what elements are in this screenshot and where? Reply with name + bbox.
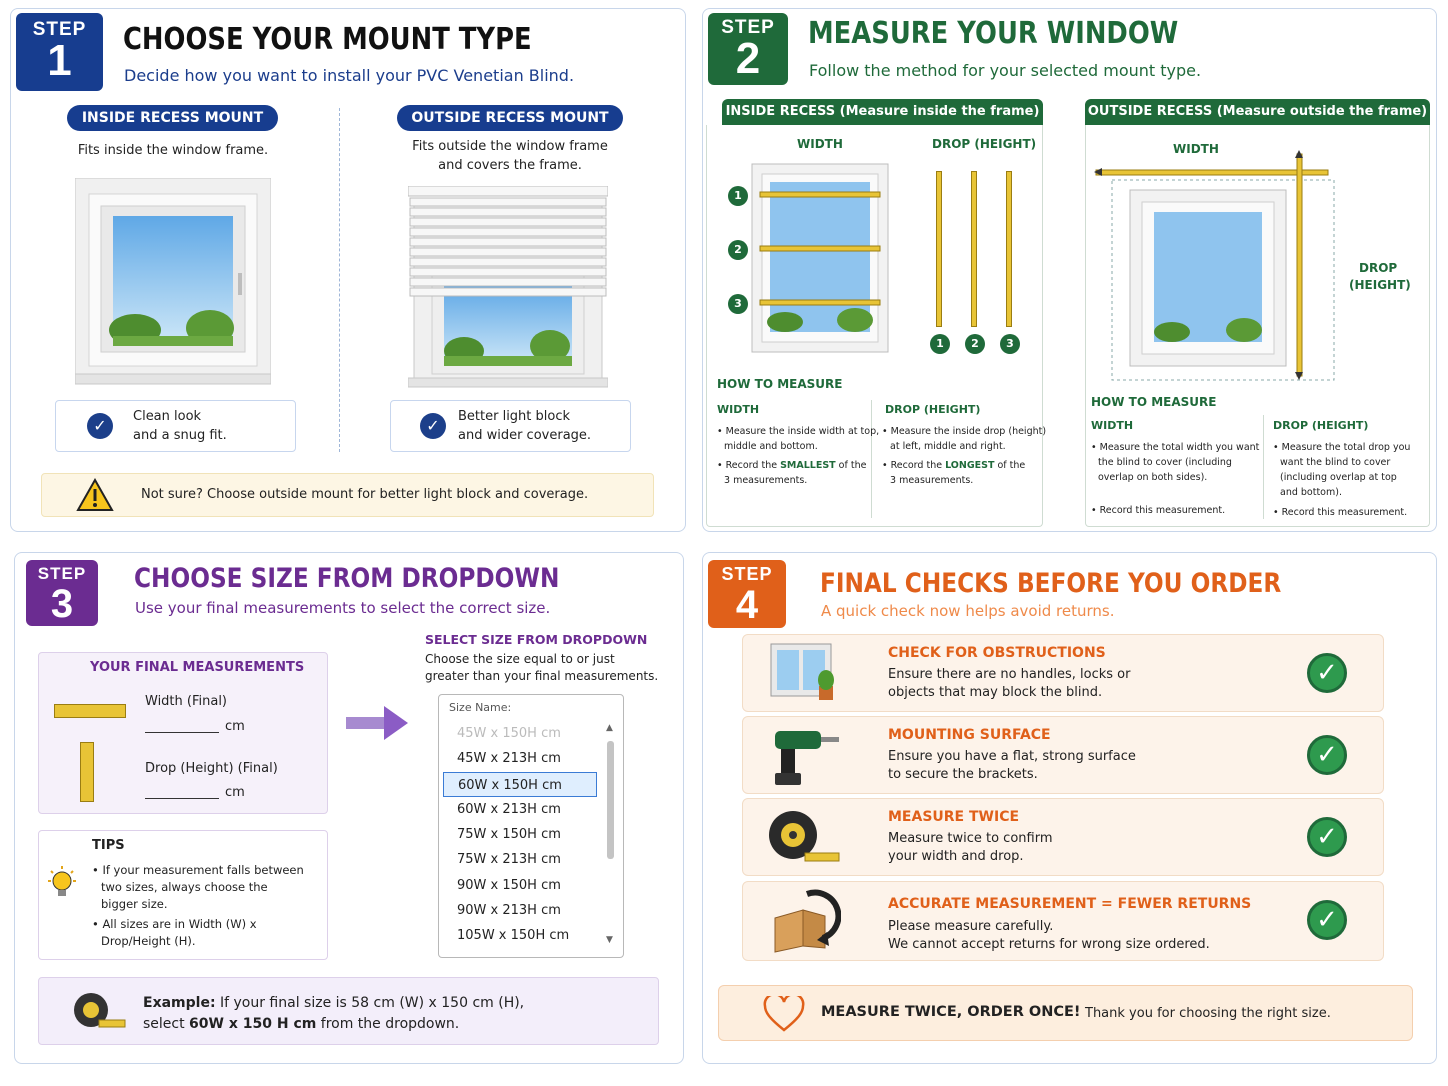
tape-measure-icon <box>71 990 127 1034</box>
width-ruler-icon <box>54 704 126 718</box>
size-option[interactable]: 90W x 150H cm <box>457 878 561 893</box>
dropdown-label: Size Name: <box>449 701 512 714</box>
tape-measure-icon <box>765 807 841 869</box>
drop-ruler-icon <box>80 742 94 802</box>
step2-badge: STEP 2 <box>708 13 788 85</box>
footer-bold: MEASURE TWICE, ORDER ONCE! <box>821 1004 1081 1020</box>
inside-mount-pill: INSIDE RECESS MOUNT <box>67 105 278 131</box>
outside-window-image <box>408 186 608 388</box>
drop-ruler <box>971 171 977 327</box>
number-badge: 2 <box>965 334 985 354</box>
return-box-icon <box>767 888 841 954</box>
step3-title: CHOOSE SIZE FROM DROPDOWN <box>134 563 560 594</box>
step1-note: Not sure? Choose outside mount for better light block and coverage. <box>41 473 654 517</box>
drill-icon <box>769 725 841 787</box>
size-option[interactable]: 75W x 213H cm <box>457 852 561 867</box>
check-icon: ✓ <box>87 413 113 439</box>
inside-width-record: • Record the SMALLEST of the <box>717 460 867 471</box>
accurate-measurement-card: ACCURATE MEASUREMENT = FEWER RETURNS Please measure carefully. We cannot accept returns for wrong size ordered. ✓ <box>742 881 1384 961</box>
inside-divider <box>871 400 872 518</box>
window-plant-icon <box>769 642 841 704</box>
arrow-right-icon <box>344 704 410 742</box>
lightbulb-icon <box>45 865 79 905</box>
measure-twice-card: MEASURE TWICE Measure twice to confirm your width and drop. ✓ <box>742 798 1384 876</box>
step4-badge: STEP 4 <box>708 560 786 628</box>
mounting-surface-card: MOUNTING SURFACE Ensure you have a flat, strong surface to secure the brackets. ✓ <box>742 716 1384 794</box>
drop-ruler <box>1006 171 1012 327</box>
size-option[interactable]: 90W x 213H cm <box>457 903 561 918</box>
check-obstructions-card: CHECK FOR OBSTRUCTIONS Ensure there are no handles, locks or objects that may block the blind. ✓ <box>742 634 1384 712</box>
footer-text: Thank you for choosing the right size. <box>1085 1006 1331 1021</box>
outside-window-diagram <box>1092 148 1342 383</box>
size-option[interactable]: 60W x 213H cm <box>457 802 561 817</box>
outside-divider <box>1263 415 1264 519</box>
step1-subtitle: Decide how you want to install your PVC Venetian Blind. <box>124 66 575 85</box>
step4-title: FINAL CHECKS BEFORE YOU ORDER <box>820 568 1282 599</box>
step2-subtitle: Follow the method for your selected mount type. <box>809 61 1202 80</box>
example-line2: select 60W x 150 H cm from the dropdown. <box>143 1016 460 1032</box>
check-icon: ✓ <box>1307 900 1347 940</box>
drop-final-input[interactable] <box>145 798 219 799</box>
final-measurements-title: YOUR FINAL MEASUREMENTS <box>90 660 305 675</box>
dropdown-scrollbar[interactable] <box>605 723 617 953</box>
inside-recess-header: INSIDE RECESS (Measure inside the frame) <box>722 99 1043 125</box>
heart-icon <box>763 996 805 1032</box>
divider <box>339 108 340 452</box>
scroll-down-icon[interactable]: ▼ <box>606 935 613 945</box>
check-icon: ✓ <box>420 413 446 439</box>
footer-banner <box>718 985 1413 1041</box>
size-option[interactable]: 75W x 150H cm <box>457 827 561 842</box>
size-option[interactable]: 45W x 150H cm <box>457 726 561 741</box>
outside-mount-desc1: Fits outside the window frame <box>412 139 608 154</box>
select-size-title: SELECT SIZE FROM DROPDOWN <box>425 632 648 647</box>
example-line1: Example: If your final size is 58 cm (W) x 150 cm (H), <box>143 995 525 1011</box>
inside-window-image <box>75 178 271 386</box>
check-icon: ✓ <box>1307 817 1347 857</box>
step3-badge: STEP 3 <box>26 560 98 626</box>
step1-badge: STEP 1 <box>16 13 103 91</box>
dropdown-list <box>443 721 605 951</box>
number-badge: 3 <box>1000 334 1020 354</box>
step1-title: CHOOSE YOUR MOUNT TYPE <box>123 22 532 57</box>
width-final-input[interactable] <box>145 732 219 733</box>
check-icon: ✓ <box>1307 735 1347 775</box>
size-option-selected[interactable]: 60W x 150H cm <box>443 772 597 797</box>
size-option[interactable]: 105W x 150H cm <box>457 928 570 943</box>
size-dropdown[interactable] <box>438 694 624 958</box>
number-badge: 1 <box>728 186 748 206</box>
outside-mount-pill: OUTSIDE RECESS MOUNT <box>397 105 623 131</box>
scroll-thumb[interactable] <box>607 741 614 859</box>
drop-ruler <box>936 171 942 327</box>
inside-width-diagram <box>750 162 890 354</box>
size-option[interactable]: 45W x 213H cm <box>457 751 561 766</box>
step2-title: MEASURE YOUR WINDOW <box>808 16 1179 51</box>
inside-drop-record: • Record the LONGEST of the <box>882 460 1026 471</box>
number-badge: 2 <box>728 240 748 260</box>
scroll-up-icon[interactable]: ▲ <box>606 723 613 733</box>
step4-subtitle: A quick check now helps avoid returns. <box>821 602 1115 620</box>
step3-subtitle: Use your final measurements to select the correct size. <box>135 599 551 617</box>
number-badge: 3 <box>728 294 748 314</box>
check-icon: ✓ <box>1307 653 1347 693</box>
inside-mount-desc: Fits inside the window frame. <box>77 143 269 158</box>
inside-benefit-card: ✓ Clean look and a snug fit. <box>55 400 296 452</box>
outside-benefit-card: ✓ Better light block and wider coverage. <box>390 400 631 452</box>
outside-mount-desc2: and covers the frame. <box>438 158 582 173</box>
warning-icon <box>76 478 114 512</box>
example-card <box>38 977 659 1045</box>
outside-recess-header: OUTSIDE RECESS (Measure outside the frame) <box>1085 99 1430 125</box>
number-badge: 1 <box>930 334 950 354</box>
